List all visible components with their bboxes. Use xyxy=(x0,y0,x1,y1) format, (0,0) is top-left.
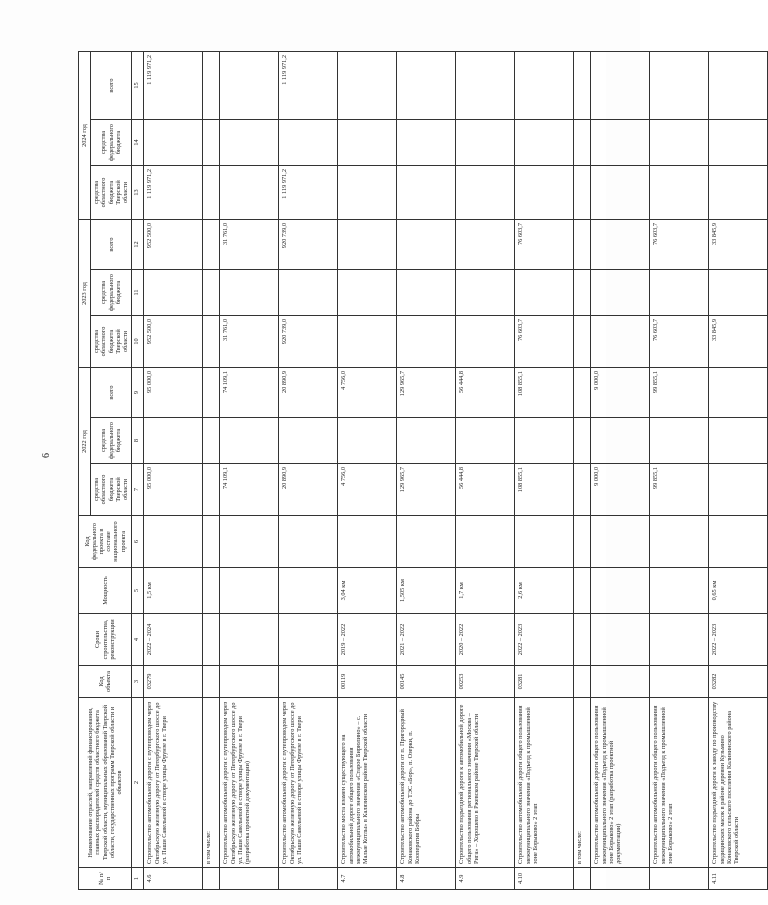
value-total-2022: 56 444,8 xyxy=(456,368,515,418)
value-federal-2023 xyxy=(709,270,768,316)
budget-table-sheet xyxy=(78,52,741,890)
value-total-2022: 4 756,0 xyxy=(338,368,397,418)
row-capacity: 1,505 км xyxy=(397,568,456,614)
row-fed-code xyxy=(144,516,203,568)
value-regional-2022 xyxy=(574,464,591,516)
row-number: 4.11 xyxy=(709,868,768,890)
value-regional-2024 xyxy=(574,166,591,220)
row-number xyxy=(220,868,279,890)
row-fed-code xyxy=(591,516,650,568)
page-number: 6 xyxy=(41,453,52,458)
value-total-2024 xyxy=(574,52,591,120)
row-capacity xyxy=(279,568,338,614)
row-period: 2019 – 2022 xyxy=(338,614,397,666)
value-regional-2023: 76 603,7 xyxy=(515,316,574,368)
header-period: Сроки строительства, реконструкции xyxy=(79,614,132,666)
row-name: Строительство моста взамен существующего на автомобильной дороге общего пользования межмуниципального значения «Старое Бирюлино» – с. Малые Котлы» в Калязинском районе Тверской области xyxy=(338,698,397,868)
value-total-2023 xyxy=(397,220,456,270)
value-total-2023: 952 500,0 xyxy=(144,220,203,270)
value-total-2024: 1 119 971,2 xyxy=(144,52,203,120)
value-federal-2024 xyxy=(650,120,709,166)
value-regional-2024 xyxy=(515,166,574,220)
row-code xyxy=(220,666,279,698)
value-regional-2023: 952 500,0 xyxy=(144,316,203,368)
row-fed-code xyxy=(650,516,709,568)
value-regional-2024 xyxy=(397,166,456,220)
column-index-cell: 10 xyxy=(132,316,144,368)
value-federal-2023 xyxy=(279,270,338,316)
value-federal-2022 xyxy=(515,418,574,464)
row-period: 2022 – 2023 xyxy=(515,614,574,666)
row-capacity: 3,04 км xyxy=(338,568,397,614)
value-regional-2022: 56 444,8 xyxy=(456,464,515,516)
header-year-2023: 2023 год xyxy=(79,220,91,368)
value-regional-2024: 1 119 971,2 xyxy=(279,166,338,220)
row-fed-code xyxy=(456,516,515,568)
row-period: 2021 – 2022 xyxy=(397,614,456,666)
row-code: 03279 xyxy=(144,666,203,698)
row-code xyxy=(203,666,220,698)
value-federal-2024 xyxy=(220,120,279,166)
rotated-table-wrapper xyxy=(78,52,741,890)
value-federal-2024 xyxy=(279,120,338,166)
column-index-cell: 7 xyxy=(132,464,144,516)
row-capacity xyxy=(591,568,650,614)
value-total-2022: 9 000,0 xyxy=(591,368,650,418)
value-total-2022 xyxy=(574,368,591,418)
value-regional-2023 xyxy=(574,316,591,368)
column-index-cell: 3 xyxy=(132,666,144,698)
row-number xyxy=(203,868,220,890)
value-regional-2022: 20 890,9 xyxy=(279,464,338,516)
header-year-2024: 2024 год xyxy=(79,52,91,220)
row-period: 2022 – 2023 xyxy=(709,614,768,666)
row-number: 4.7 xyxy=(338,868,397,890)
row-fed-code xyxy=(397,516,456,568)
column-index-cell: 13 xyxy=(132,166,144,220)
row-name: Строительство подъездной дороги к заводу по производству медицинских масок в районе деревни Кузьмино Конаковского сельского поселения Калининского района Тверской области xyxy=(709,698,768,868)
value-federal-2024 xyxy=(709,120,768,166)
row-code xyxy=(650,666,709,698)
header-fed-code: Код федерального проекта в составе национального проекта xyxy=(79,516,132,568)
value-regional-2023: 33 845,9 xyxy=(709,316,768,368)
header-total-2022: всего xyxy=(91,368,132,418)
value-total-2023 xyxy=(456,220,515,270)
row-number: 4.10 xyxy=(515,868,574,890)
value-federal-2022 xyxy=(650,418,709,464)
header-regional-2024: средства областного бюджета Тверской области xyxy=(91,166,132,220)
value-federal-2024 xyxy=(574,120,591,166)
value-total-2024: 1 119 971,2 xyxy=(279,52,338,120)
header-total-2024: всего xyxy=(91,52,132,120)
column-index-cell: 4 xyxy=(132,614,144,666)
value-total-2022 xyxy=(203,368,220,418)
value-regional-2024 xyxy=(220,166,279,220)
table-row xyxy=(456,52,515,890)
value-total-2022: 129 965,7 xyxy=(397,368,456,418)
value-total-2024 xyxy=(203,52,220,120)
row-name: Строительство автомобильной дороги с путепроводом через Октябрьскую железную дорогу от Петербургского шоссе до ул. Паши Савельевой в створе улицы Фрунзе в г. Твери (разработка проектной документации) xyxy=(220,698,279,868)
value-regional-2024 xyxy=(338,166,397,220)
value-regional-2023: 31 761,0 xyxy=(220,316,279,368)
value-federal-2023 xyxy=(338,270,397,316)
value-federal-2023 xyxy=(397,270,456,316)
value-regional-2024 xyxy=(709,166,768,220)
value-total-2023 xyxy=(591,220,650,270)
value-total-2024 xyxy=(709,52,768,120)
table-body xyxy=(144,52,768,890)
value-total-2024 xyxy=(515,52,574,120)
value-total-2023: 76 603,7 xyxy=(515,220,574,270)
value-regional-2023 xyxy=(338,316,397,368)
value-total-2024 xyxy=(456,52,515,120)
value-total-2023: 31 761,0 xyxy=(220,220,279,270)
value-federal-2022 xyxy=(220,418,279,464)
column-index-cell: 12 xyxy=(132,220,144,270)
row-name: Строительство автомобильной дороги общего пользования межмуниципального значения «Подъезд к промышленной зоне Борыково» 2 этап (разработка проектной документации) xyxy=(591,698,650,868)
header-regional-2023: средства областного бюджета Тверской области xyxy=(91,316,132,368)
row-name: Строительство автомобильной дороги с путепроводом через Октябрьскую железную дорогу от Петербургского шоссе до ул. Паши Савельевой в створе улицы Фрунзе в г. Твери xyxy=(144,698,203,868)
value-regional-2023 xyxy=(397,316,456,368)
value-regional-2022: 9 000,0 xyxy=(591,464,650,516)
table-row xyxy=(203,52,220,890)
table-row xyxy=(650,52,709,890)
row-code xyxy=(591,666,650,698)
value-regional-2023 xyxy=(203,316,220,368)
value-regional-2023: 76 603,7 xyxy=(650,316,709,368)
value-total-2022 xyxy=(709,368,768,418)
value-regional-2022: 95 000,0 xyxy=(144,464,203,516)
value-regional-2022: 129 965,7 xyxy=(397,464,456,516)
column-index-cell: 11 xyxy=(132,270,144,316)
row-period xyxy=(591,614,650,666)
value-total-2023 xyxy=(338,220,397,270)
value-federal-2023 xyxy=(203,270,220,316)
header-federal-2022: средства федерального бюджета xyxy=(91,418,132,464)
row-code: 00145 xyxy=(397,666,456,698)
value-total-2023: 920 739,0 xyxy=(279,220,338,270)
row-capacity: 0,65 км xyxy=(709,568,768,614)
value-federal-2023 xyxy=(591,270,650,316)
value-regional-2022 xyxy=(709,464,768,516)
row-capacity: 1,7 км xyxy=(456,568,515,614)
row-capacity: 1,5 км xyxy=(144,568,203,614)
header-federal-2023: средства федерального бюджета xyxy=(91,270,132,316)
value-regional-2024 xyxy=(591,166,650,220)
table-row xyxy=(515,52,574,890)
row-number xyxy=(279,868,338,890)
value-federal-2022 xyxy=(591,418,650,464)
table-row xyxy=(574,52,591,890)
row-number xyxy=(591,868,650,890)
row-name: Строительство автомобильной дороги от п. Пригородный Конаковского района до ТЭС «Бор», п. Озерки, п. Кооператив Бобры xyxy=(397,698,456,868)
value-total-2024 xyxy=(591,52,650,120)
value-regional-2024: 1 119 971,2 xyxy=(144,166,203,220)
row-period: 2022 – 2024 xyxy=(144,614,203,666)
value-regional-2023 xyxy=(456,316,515,368)
column-index-cell: 14 xyxy=(132,120,144,166)
row-number xyxy=(650,868,709,890)
value-regional-2024 xyxy=(650,166,709,220)
value-total-2023: 33 845,9 xyxy=(709,220,768,270)
column-index-cell: 9 xyxy=(132,368,144,418)
value-federal-2022 xyxy=(709,418,768,464)
row-period xyxy=(220,614,279,666)
value-federal-2023 xyxy=(220,270,279,316)
table-row xyxy=(279,52,338,890)
column-index-cell: 1 xyxy=(132,868,144,890)
value-regional-2022: 99 855,1 xyxy=(650,464,709,516)
row-number: 4.8 xyxy=(397,868,456,890)
value-regional-2022 xyxy=(203,464,220,516)
value-federal-2023 xyxy=(456,270,515,316)
value-federal-2022 xyxy=(574,418,591,464)
row-name: в том числе: xyxy=(574,698,591,868)
row-period xyxy=(574,614,591,666)
row-number: 4.6 xyxy=(144,868,203,890)
value-federal-2023 xyxy=(515,270,574,316)
row-fed-code xyxy=(220,516,279,568)
table-row xyxy=(220,52,279,890)
row-period xyxy=(203,614,220,666)
value-total-2022: 20 890,9 xyxy=(279,368,338,418)
value-total-2022: 99 855,1 xyxy=(650,368,709,418)
row-fed-code xyxy=(279,516,338,568)
value-total-2022: 95 000,0 xyxy=(144,368,203,418)
value-regional-2023: 920 739,0 xyxy=(279,316,338,368)
row-period xyxy=(279,614,338,666)
header-regional-2022: средства областного бюджета Тверской области xyxy=(91,464,132,516)
table-row xyxy=(144,52,203,890)
column-index-cell: 2 xyxy=(132,698,144,868)
row-period: 2020 – 2022 xyxy=(456,614,515,666)
column-index-cell: 15 xyxy=(132,52,144,120)
value-federal-2022 xyxy=(456,418,515,464)
row-capacity xyxy=(220,568,279,614)
row-capacity xyxy=(574,568,591,614)
row-name: в том числе: xyxy=(203,698,220,868)
row-number xyxy=(574,868,591,890)
header-name: Наименование отраслей, направлений финансирования, главных распорядителей средств областного бюджета Тверской области, муниципальных образований Тверской области, государственных программ Тверской области и объектов xyxy=(79,698,132,868)
row-capacity xyxy=(203,568,220,614)
header-num: № п/п xyxy=(79,868,132,890)
value-regional-2022: 108 855,1 xyxy=(515,464,574,516)
column-index-cell: 5 xyxy=(132,568,144,614)
row-code: 00253 xyxy=(456,666,515,698)
value-total-2023: 76 603,7 xyxy=(650,220,709,270)
value-regional-2024 xyxy=(456,166,515,220)
value-total-2024 xyxy=(650,52,709,120)
row-fed-code xyxy=(338,516,397,568)
row-name: Строительство автомобильной дороги общего пользования межмуниципального значения «Подъезд к промышленной зоне Борыково» 2 этап xyxy=(650,698,709,868)
table-row xyxy=(397,52,456,890)
value-regional-2022: 74 109,1 xyxy=(220,464,279,516)
row-fed-code xyxy=(709,516,768,568)
value-federal-2024 xyxy=(203,120,220,166)
row-capacity: 2,6 км xyxy=(515,568,574,614)
row-code xyxy=(279,666,338,698)
value-federal-2023 xyxy=(574,270,591,316)
value-total-2024 xyxy=(338,52,397,120)
value-total-2023 xyxy=(574,220,591,270)
value-federal-2022 xyxy=(144,418,203,464)
row-code: 03282 xyxy=(709,666,768,698)
header-capacity: Мощность xyxy=(79,568,132,614)
column-index-cell: 8 xyxy=(132,418,144,464)
row-fed-code xyxy=(574,516,591,568)
value-total-2024 xyxy=(397,52,456,120)
header-federal-2024: средства федерального бюджета xyxy=(91,120,132,166)
value-federal-2024 xyxy=(591,120,650,166)
value-total-2022: 108 855,1 xyxy=(515,368,574,418)
row-period xyxy=(650,614,709,666)
table-row xyxy=(338,52,397,890)
row-name: Строительство автомобильной дороги с путепроводом через Октябрьскую железную дорогу от Петербургского шоссе до ул. Паши Савельевой в створе улицы Фрунзе в г. Твери xyxy=(279,698,338,868)
row-number: 4.9 xyxy=(456,868,515,890)
header-year-2022: 2022 год xyxy=(79,368,91,516)
value-federal-2024 xyxy=(338,120,397,166)
row-code xyxy=(574,666,591,698)
value-federal-2022 xyxy=(338,418,397,464)
value-federal-2024 xyxy=(515,120,574,166)
table-row xyxy=(591,52,650,890)
row-capacity xyxy=(650,568,709,614)
header-code: Код объекта xyxy=(79,666,132,698)
value-federal-2022 xyxy=(279,418,338,464)
value-federal-2024 xyxy=(144,120,203,166)
value-regional-2024 xyxy=(203,166,220,220)
table-row xyxy=(709,52,768,890)
column-index-cell: 6 xyxy=(132,516,144,568)
row-fed-code xyxy=(515,516,574,568)
value-regional-2023 xyxy=(591,316,650,368)
value-total-2022: 74 109,1 xyxy=(220,368,279,418)
row-fed-code xyxy=(203,516,220,568)
budget-table xyxy=(78,51,768,890)
column-index-row xyxy=(132,52,144,890)
row-code: 03281 xyxy=(515,666,574,698)
row-name: Строительство подъездной дороги к автомобильной дороге общего пользования регионального значения «Москва – Рига» – Хорошево в Ржевском районе Тверской области xyxy=(456,698,515,868)
value-federal-2022 xyxy=(397,418,456,464)
value-regional-2022: 4 756,0 xyxy=(338,464,397,516)
value-federal-2024 xyxy=(397,120,456,166)
value-total-2024 xyxy=(220,52,279,120)
value-federal-2022 xyxy=(203,418,220,464)
header-total-2023: всего xyxy=(91,220,132,270)
value-federal-2024 xyxy=(456,120,515,166)
value-total-2023 xyxy=(203,220,220,270)
value-federal-2023 xyxy=(650,270,709,316)
row-name: Строительство автомобильной дороги общего пользования межмуниципального значения «Подъезд к промышленной зоне Борыково» 2 этап xyxy=(515,698,574,868)
value-federal-2023 xyxy=(144,270,203,316)
row-code: 00119 xyxy=(338,666,397,698)
